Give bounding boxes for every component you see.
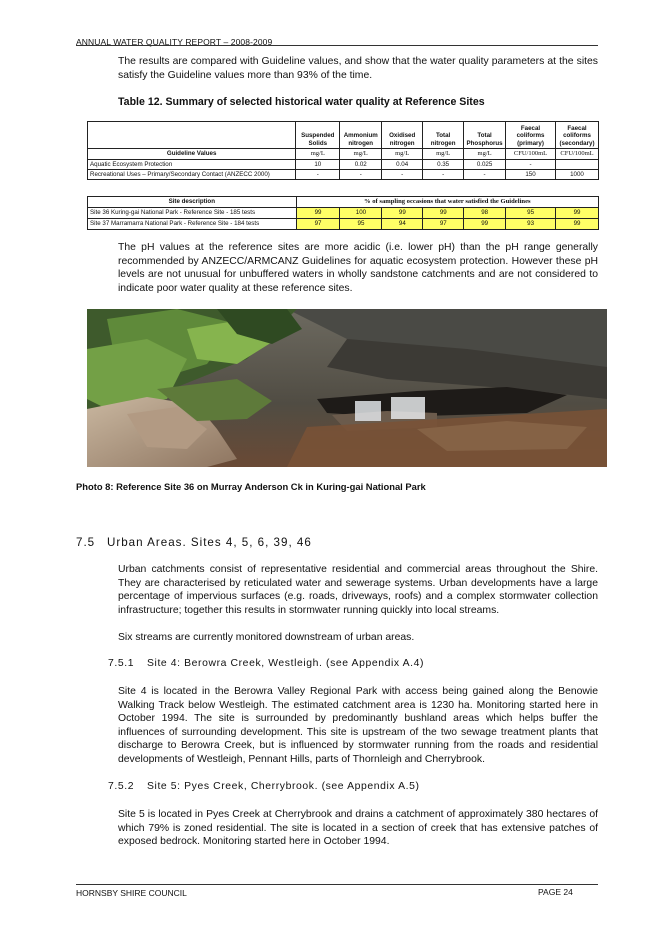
page-number: PAGE 24 (538, 887, 573, 897)
footer-rule (76, 884, 598, 885)
table-title: Table 12. Summary of selected historical water quality at Reference Sites (118, 96, 485, 108)
value-cell: 99 (382, 208, 423, 219)
value-cell: 99 (464, 219, 506, 230)
subsection-paragraph: Site 4 is located in the Berowra Valley Regional Park with access being gained along the Benowie Walking Track below Westleigh. The estimated catchment area is 1230 ha. Monitoring started here in October 1994. The site is surrounded by predominantly bushland areas which helps buffer the influences of surrounding development. This site is upstream of the two sewage treatment plants that discharge to Berowra Creek, but is influenced by stormwater running from the roads and residential developments of Westleigh, Pennant Hills, parts of Thornleigh and Cherrybrook. (118, 686, 598, 765)
section-number: 7.5 (76, 536, 96, 549)
col-header: Oxidised nitrogen (382, 122, 423, 149)
value-cell: 0.025 (464, 160, 506, 170)
guideline-values-label: Guideline Values (88, 149, 296, 160)
unit-cell: mg/L (464, 149, 506, 160)
unit-cell: mg/L (382, 149, 423, 160)
table-row (88, 160, 599, 170)
value-cell: 99 (556, 219, 599, 230)
unit-cell: mg/L (340, 149, 382, 160)
col-header: Total Phosphorus (464, 122, 506, 149)
intro-paragraph: The results are compared with Guideline values, and show that the water quality parameters at the sites satisfy the Guideline values more than 93% of the time. (118, 56, 598, 81)
value-cell: - (506, 160, 556, 170)
header-rule (76, 45, 598, 46)
table-row (88, 219, 599, 230)
unit-cell: CFU/100mL (506, 149, 556, 160)
creek-photo (87, 309, 607, 467)
value-cell: 98 (464, 208, 506, 219)
row-label: Site 37 Marramarra National Park - Reference Site - 184 tests (88, 219, 297, 230)
value-cell: 94 (382, 219, 423, 230)
value-cell (555, 160, 598, 170)
guideline-table (87, 121, 599, 180)
value-cell: - (464, 170, 506, 180)
value-cell: 150 (506, 170, 556, 180)
footer-left: HORNSBY SHIRE COUNCIL (76, 888, 187, 898)
results-table (87, 196, 599, 230)
table-row (88, 208, 599, 219)
subsection-title: Site 5: Pyes Creek, Cherrybrook. (see Appendix A.5) (147, 781, 420, 792)
subsection-title: Site 4: Berowra Creek, Westleigh. (see Appendix A.4) (147, 658, 425, 669)
value-cell: 10 (296, 160, 340, 170)
value-cell: - (296, 170, 340, 180)
subsection-number: 7.5.1 (108, 658, 135, 669)
value-cell: 99 (423, 208, 464, 219)
value-cell: 0.35 (423, 160, 464, 170)
unit-cell: CFU/100mL (555, 149, 598, 160)
value-cell: 0.02 (340, 160, 382, 170)
value-cell: 100 (340, 208, 382, 219)
row-label: Aquatic Ecosystem Protection (88, 160, 296, 170)
value-cell: 99 (556, 208, 599, 219)
photo-caption: Photo 8: Reference Site 36 on Murray Anderson Ck in Kuring-gai National Park (76, 481, 426, 492)
subsection-number: 7.5.2 (108, 781, 135, 792)
site-description-header: Site description (88, 197, 297, 208)
col-header: Suspended Solids (296, 122, 340, 149)
value-cell: 95 (506, 208, 556, 219)
unit-cell: mg/L (296, 149, 340, 160)
col-header: Faecal coliforms (secondary) (555, 122, 598, 149)
creek-photo-illustration (87, 309, 607, 467)
unit-cell: mg/L (423, 149, 464, 160)
subsection-paragraph: Site 5 is located in Pyes Creek at Cherrybrook and drains a catchment of approximately 380 hectares of which 79% is zoned residential. The site is located in a section of creek that has extensive patches of exposed bedrock. Monitoring started here in October 1994. (118, 809, 598, 848)
percent-header: % of sampling occasions that water satisfied the Guidelines (296, 197, 598, 208)
blank-corner (88, 122, 296, 149)
value-cell: 97 (423, 219, 464, 230)
col-header: Faecal coliforms (primary) (506, 122, 556, 149)
row-label: Site 36 Kuring-gai National Park - Reference Site - 185 tests (88, 208, 297, 219)
section-paragraph-1: Urban catchments consist of representative residential and commercial areas throughout the Shire. They are characterised by reticulated water and sewerage systems. Urban developments have a large percentage of impervious surfaces (e.g. roads, driveways, roofs) and a complex stormwater collection infrastructure; together this results in stormwater running quickly into local streams. (118, 564, 598, 616)
value-cell: - (382, 170, 423, 180)
table-row (88, 170, 599, 180)
ph-paragraph: The pH values at the reference sites are more acidic (i.e. lower pH) than the pH range generally recommended by ANZECC/ARMCANZ Guidelines for aquatic ecosystem protection. However these pH levels are not unusual for unbuffered waters in wholly sandstone catchments and are not considered to indicate poor water quality at these reference sites. (118, 242, 598, 294)
row-label: Recreational Uses – Primary/Secondary Contact (ANZECC 2000) (88, 170, 296, 180)
col-header: Total nitrogen (423, 122, 464, 149)
value-cell: 0.04 (382, 160, 423, 170)
col-header: Ammonium nitrogen (340, 122, 382, 149)
value-cell: - (423, 170, 464, 180)
value-cell: 1000 (555, 170, 598, 180)
value-cell: 97 (296, 219, 340, 230)
value-cell: 95 (340, 219, 382, 230)
section-paragraph-2: Six streams are currently monitored downstream of urban areas. (118, 632, 415, 643)
running-header: ANNUAL WATER QUALITY REPORT – 2008-2009 (76, 37, 273, 47)
value-cell: - (340, 170, 382, 180)
section-title: Urban Areas. Sites 4, 5, 6, 39, 46 (107, 536, 312, 549)
value-cell: 93 (506, 219, 556, 230)
value-cell: 99 (296, 208, 340, 219)
